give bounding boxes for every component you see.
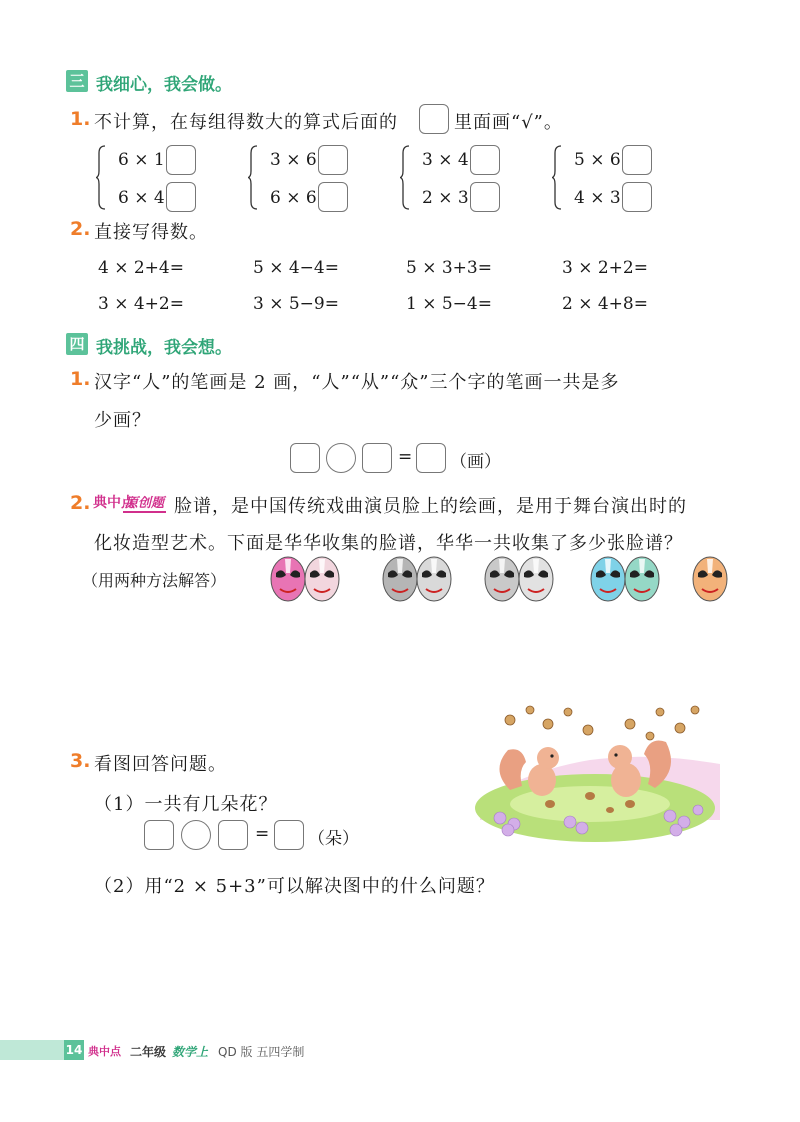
- page-number: 14: [64, 1040, 84, 1060]
- operator-circle[interactable]: [326, 443, 356, 473]
- calc-expression: 3 × 4+2=: [98, 294, 184, 314]
- expression: 2 × 3: [422, 188, 469, 208]
- mask-icon: [693, 557, 727, 601]
- answer-box[interactable]: [144, 820, 174, 850]
- brace-icon: [96, 145, 106, 210]
- expression: 6 × 6: [270, 188, 317, 208]
- mask-icon: [519, 557, 553, 601]
- operator-circle[interactable]: [181, 820, 211, 850]
- calc-expression: 1 × 5−4=: [406, 294, 492, 314]
- footer-edition: QD 版 五四学制: [218, 1045, 305, 1059]
- expression: 4 × 3: [574, 188, 621, 208]
- expression: 3 × 6: [270, 150, 317, 170]
- original-tag-label: 原创题: [123, 492, 166, 513]
- calc-expression: 5 × 3+3=: [406, 258, 492, 278]
- question-text: 化妆造型艺术。下面是华华收集的脸谱，华华一共收集了多少张脸谱？: [94, 533, 683, 554]
- calc-expression: 4 × 2+4=: [98, 258, 184, 278]
- answer-box[interactable]: [622, 145, 652, 175]
- question-text: 汉字“人”的笔画是 2 画，“人”“从”“众”三个字的笔画一共是多: [94, 372, 620, 393]
- unit-label: （画）: [450, 452, 501, 472]
- section-4-title: 我挑战，我会想。: [96, 338, 232, 358]
- answer-box[interactable]: [470, 145, 500, 175]
- question-number: 3.: [70, 750, 91, 772]
- section-4-badge: 四: [66, 333, 88, 355]
- expression: 5 × 6: [574, 150, 621, 170]
- calc-expression: 3 × 5−9=: [253, 294, 339, 314]
- mask-icon: [271, 557, 305, 601]
- answer-box[interactable]: [416, 443, 446, 473]
- answer-box[interactable]: [166, 182, 196, 212]
- mask-icon: [625, 557, 659, 601]
- answer-box[interactable]: [362, 443, 392, 473]
- mask-icon: [305, 557, 339, 601]
- brace-icon: [552, 145, 562, 210]
- answer-box[interactable]: [218, 820, 248, 850]
- brace-icon: [400, 145, 410, 210]
- question-text: 看图回答问题。: [94, 754, 227, 775]
- brand-logo: 典中点: [93, 495, 135, 511]
- opera-masks-illustration: [270, 555, 730, 603]
- answer-box[interactable]: [274, 820, 304, 850]
- answer-box[interactable]: [622, 182, 652, 212]
- question-number: 1.: [70, 108, 91, 130]
- squirrels-flowers-illustration: [470, 700, 730, 845]
- flying-seeds: [505, 706, 699, 740]
- mask-icon: [485, 557, 519, 601]
- calc-expression: 2 × 4+8=: [562, 294, 648, 314]
- expression: 3 × 4: [422, 150, 469, 170]
- footer-grade: 二年级: [130, 1045, 167, 1059]
- section-3-title: 我细心，我会做。: [96, 75, 232, 95]
- sub-question: （1）一共有几朵花？: [94, 794, 278, 815]
- hint-text: （用两种方法解答）: [82, 571, 227, 590]
- sub-question: （2）用“2 × 5+3”可以解决图中的什么问题？: [94, 876, 495, 897]
- answer-box[interactable]: [318, 145, 348, 175]
- question-text: 少画？: [94, 410, 151, 431]
- footer-brand: 典中点: [88, 1045, 121, 1058]
- original-tag: [93, 490, 173, 514]
- question-text: 直接写得数。: [94, 222, 208, 243]
- question-number: 1.: [70, 368, 91, 390]
- calc-expression: 5 × 4−4=: [253, 258, 339, 278]
- question-number: 2.: [70, 492, 91, 514]
- question-text: 脸谱，是中国传统戏曲演员脸上的绘画，是用于舞台演出时的: [174, 496, 687, 517]
- footer-stripe: [0, 1040, 64, 1060]
- answer-box[interactable]: [318, 182, 348, 212]
- question-number: 2.: [70, 218, 91, 240]
- calc-expression: 3 × 2+2=: [562, 258, 648, 278]
- section-3-badge: 三: [66, 70, 88, 92]
- mask-icon: [591, 557, 625, 601]
- expression: 6 × 1: [118, 150, 165, 170]
- question-text: 里面画“√”。: [454, 112, 563, 133]
- brace-icon: [248, 145, 258, 210]
- mask-icon: [417, 557, 451, 601]
- equals-sign: =: [255, 824, 270, 844]
- unit-label: （朵）: [308, 829, 359, 849]
- footer-subject: 数学上: [172, 1045, 209, 1059]
- answer-box[interactable]: [166, 145, 196, 175]
- equals-sign: =: [398, 447, 413, 467]
- answer-box[interactable]: [290, 443, 320, 473]
- question-text: 不计算，在每组得数大的算式后面的: [94, 112, 398, 133]
- mask-icon: [383, 557, 417, 601]
- expression: 6 × 4: [118, 188, 165, 208]
- answer-box-sample: [419, 104, 449, 134]
- answer-box[interactable]: [470, 182, 500, 212]
